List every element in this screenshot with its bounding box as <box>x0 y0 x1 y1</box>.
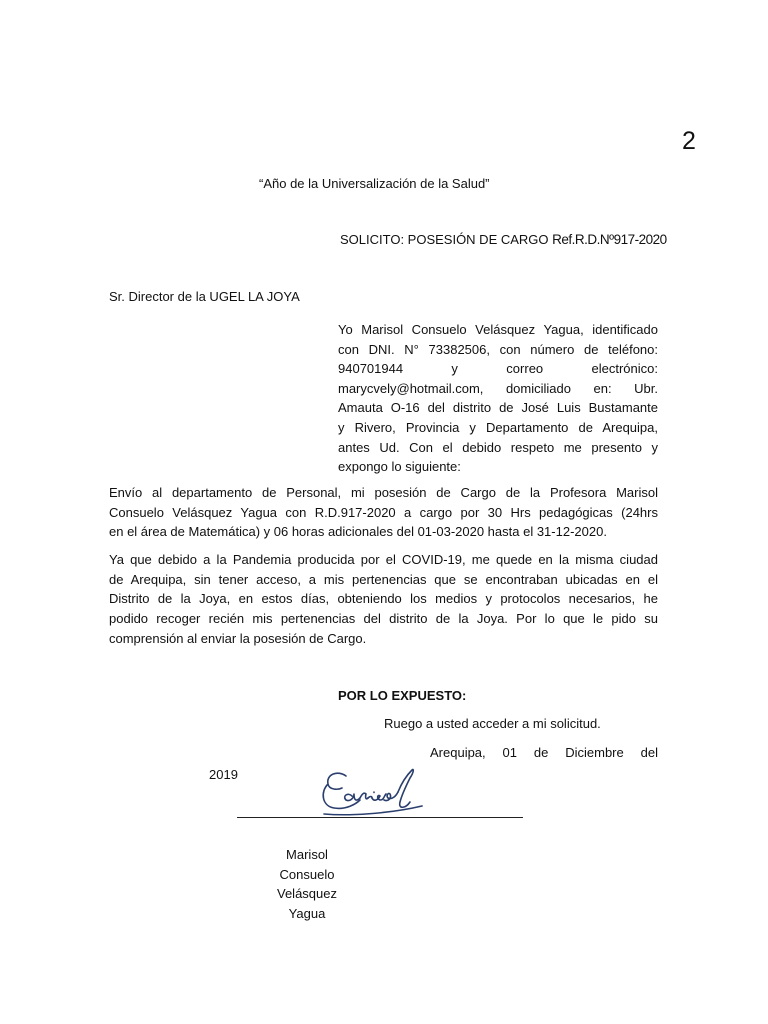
signer-name <box>262 845 352 923</box>
page-number: 2 <box>682 127 696 155</box>
intro-line: expongo lo siguiente: <box>338 459 461 475</box>
intro-paragraph <box>338 320 658 477</box>
paragraph-line: comprensión al enviar la posesión de Cargo. <box>109 630 367 646</box>
body-paragraph-2 <box>109 550 658 649</box>
intro-line: 940701944 y correo electrónico: <box>338 361 658 377</box>
addressee: Sr. Director de la UGEL LA JOYA <box>109 289 300 304</box>
date-of: de <box>533 745 549 760</box>
date-month: Diciembre <box>565 745 624 760</box>
subject-label: SOLICITO: POSESIÓN DE CARGO <box>340 232 549 247</box>
paragraph-line: en el área de Matemática) y 06 horas adicionales del 01-03-2020 hasta el 31-12-2020. <box>109 524 607 540</box>
date-of: del <box>640 745 658 760</box>
intro-line: Amauta O-16 del distrito de José Luis Bustamante <box>338 400 658 416</box>
paragraph-line: Envío al departamento de Personal, mi posesión de Cargo de la Profesora Marisol <box>109 485 658 500</box>
intro-line: con DNI. N° 73382506, con número de teléfono: <box>338 341 658 357</box>
place: Arequipa, <box>430 745 486 760</box>
intro-line: y Rivero, Provincia y Departamento de Arequipa, <box>338 419 658 435</box>
signature-line <box>237 817 523 818</box>
signer-name-line: Yagua <box>288 905 326 921</box>
signer-name-line: Velásquez <box>277 886 337 902</box>
handwritten-signature <box>318 762 428 824</box>
paragraph-line: podido recoger recién mis pertenencias del distrito de la Joya. Por lo que le pido su <box>109 611 658 627</box>
subject-line <box>340 230 667 250</box>
paragraph-line: Consuelo Velásquez Yagua con R.D.917-2020 a cargo por 30 Hrs pedagógicas (24hrs <box>109 504 658 520</box>
paragraph-line: Ya que debido a la Pandemia producida por el COVID-19, me quede en la misma ciudad <box>109 552 658 567</box>
date-year: 2019 <box>209 767 238 782</box>
subject-reference: Ref.R.D.Nº917-2020 <box>552 232 667 247</box>
signer-name-line: Marisol <box>286 847 328 862</box>
intro-line: marycvely@hotmail.com, domiciliado en: Ubr. <box>338 380 658 396</box>
year-motto: “Año de la Universalización de la Salud” <box>259 176 490 191</box>
intro-line: antes Ud. Con el debido respeto me presento y <box>338 439 658 455</box>
request-line: Ruego a usted acceder a mi solicitud. <box>384 716 601 731</box>
place-date <box>430 743 658 763</box>
paragraph-line: de Arequipa, sin tener acceso, a mis pertenencias que se encontraban ubicadas en el <box>109 571 658 587</box>
body-paragraph-1 <box>109 483 658 542</box>
closing-heading: POR LO EXPUESTO: <box>338 688 467 703</box>
signer-name-line: Consuelo <box>279 866 335 882</box>
intro-line: Yo Marisol Consuelo Velásquez Yagua, identificado <box>338 322 658 337</box>
paragraph-line: Distrito de la Joya, en estos días, obteniendo los medios y protocolos necesarios, he <box>109 591 658 607</box>
date-day: 01 <box>502 745 517 760</box>
